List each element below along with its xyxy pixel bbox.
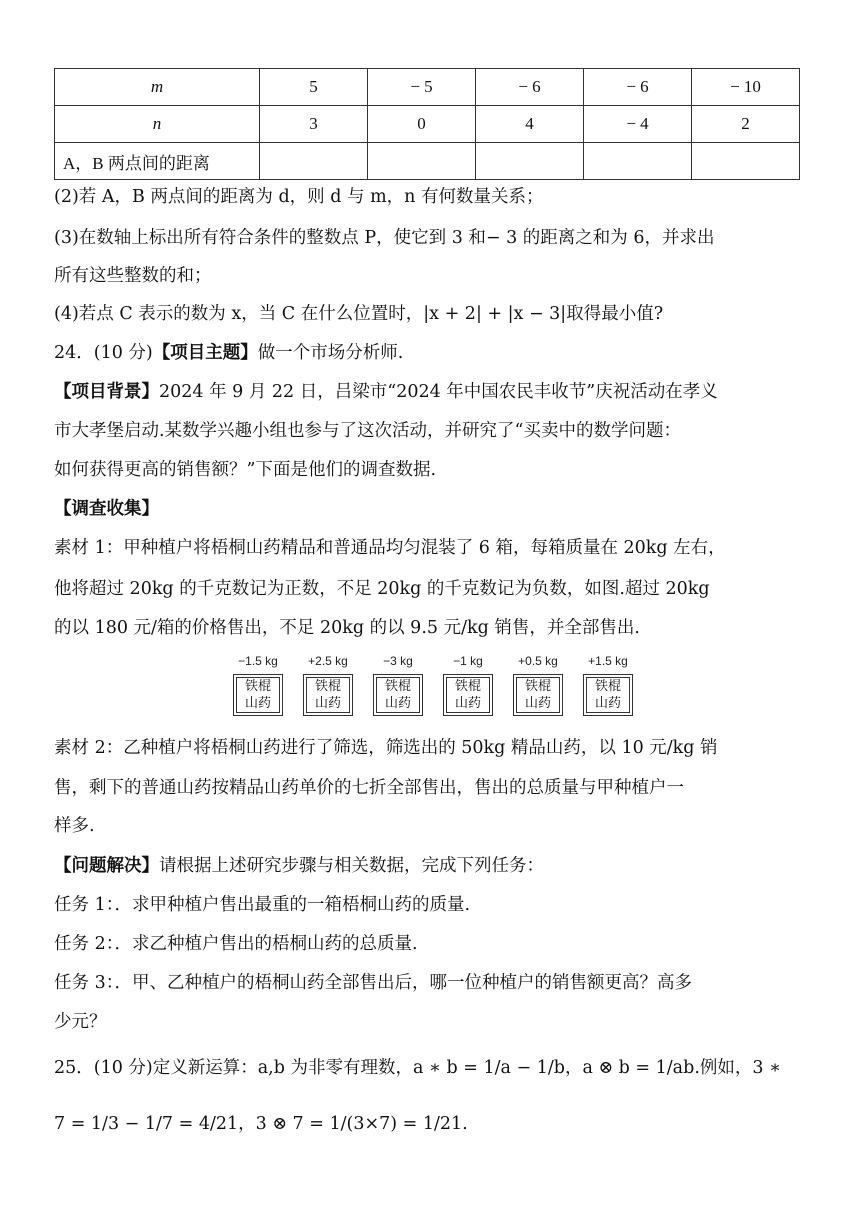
task-1: 任务 1：．求甲种植户售出最重的一箱梧桐山药的质量. [54,895,471,915]
table-cell: − 6 [476,69,584,106]
box-label: 铁棍 [454,679,481,694]
table-row [55,143,800,180]
background-text: 2024 年 9 月 22 日，吕梁市“2024 年中国农民丰收节”庆祝活动在孝义 [159,382,718,402]
table-cell [476,143,584,180]
box-card [303,674,353,716]
table-cell [692,143,800,180]
project-theme-label: 【项目主题】 [152,343,258,363]
box-label: 山药 [594,696,621,711]
table-cell: 3 [260,106,368,143]
table-row-label: n [55,106,260,143]
task-3-line2: 少元？ [54,1012,107,1032]
question-3-line1: (3)在数轴上标出所有符合条件的整数点 P，使它到 3 和− 3 的距离之和为 6，并求出 [54,228,715,248]
solve-heading [54,854,544,878]
table-row [55,69,800,106]
question-25-line1: 25．(10 分)定义新运算：a,b 为非零有理数，a ∗ b = 1/a − 1/b，a ⊗ b = 1/ab.例如，3 ∗ [54,1058,781,1078]
table-cell: 5 [260,69,368,106]
table-row-label: m [55,69,260,106]
box-label: 铁棍 [384,679,411,694]
table-row [55,106,800,143]
box-label: 铁棍 [314,679,341,694]
project-theme-text: 做一个市场分析师. [257,343,404,363]
box-item [440,652,496,716]
box-item [300,652,356,716]
question-25-line2: 7 = 1/3 − 1/7 = 4/21，3 ⊗ 7 = 1/(3×7) = 1/21. [54,1114,468,1134]
question-4: (4)若点 C 表示的数为 x，当 C 在什么位置时，|x + 2| + |x − 3|取得最小值? [54,304,664,324]
table-cell: − 5 [368,69,476,106]
box-weight: −3 kg [383,654,413,668]
table-cell: − 6 [584,69,692,106]
solve-label: 【问题解决】 [54,856,159,876]
background-line1 [54,380,718,404]
distance-table [54,68,800,180]
background-line3: 如何获得更高的销售额？”下面是他们的调查数据. [54,460,437,480]
question-24-heading [54,341,403,365]
table-cell [368,143,476,180]
material-1-line3: 的以 180 元/箱的价格售出，不足 20kg 的以 9.5 元/kg 销售，并全部售出. [54,618,640,638]
box-label: 山药 [314,696,341,711]
table-cell: − 10 [692,69,800,106]
material-2-line2: 售，剩下的普通山药按精品山药单价的七折全部售出，售出的总质量与甲种植户一 [54,778,684,798]
task-2: 任务 2：．求乙种植户售出的梧桐山药的总质量. [54,934,418,954]
box-card [513,674,563,716]
box-label: 铁棍 [524,679,551,694]
box-weight: −1 kg [453,654,483,668]
box-item [580,652,636,716]
box-figure [230,652,640,722]
box-label: 山药 [384,696,411,711]
material-2-line3: 样多. [54,816,95,836]
box-label: 铁棍 [244,679,271,694]
box-weight: +1.5 kg [588,654,628,668]
question-2: (2)若 A，B 两点间的距离为 d，则 d 与 m，n 有何数量关系； [54,187,544,207]
table-cell [584,143,692,180]
box-weight: −1.5 kg [238,654,278,668]
table-cell: 4 [476,106,584,143]
box-card [443,674,493,716]
box-item [510,652,566,716]
box-weight: +2.5 kg [308,654,348,668]
box-card [583,674,633,716]
survey-heading: 【调查收集】 [54,499,159,519]
table-cell: − 4 [584,106,692,143]
material-2-line1: 素材 2：乙种植户将梧桐山药进行了筛选，筛选出的 50kg 精品山药，以 10 元/kg 销 [54,738,718,758]
box-label: 铁棍 [594,679,621,694]
table-cell: 0 [368,106,476,143]
table-cell: 2 [692,106,800,143]
box-item [230,652,286,716]
box-weight: +0.5 kg [518,654,558,668]
box-label: 山药 [244,696,271,711]
table-row-label: A，B 两点间的距离 [55,143,260,180]
box-item [370,652,426,716]
box-card [233,674,283,716]
table-cell [260,143,368,180]
box-card [373,674,423,716]
box-label: 山药 [454,696,481,711]
task-3-line1: 任务 3：．甲、乙种植户的梧桐山药全部售出后，哪一位种植户的销售额更高？高多 [54,973,692,993]
question-3-line2: 所有这些整数的和； [54,266,212,286]
box-label: 山药 [524,696,551,711]
material-1-line2: 他将超过 20kg 的千克数记为正数，不足 20kg 的千克数记为负数，如图.超过 20kg [54,579,710,599]
question-number: 24．(10 分) [54,343,153,363]
background-line2: 市大孝堡启动.某数学兴趣小组也参与了这次活动，并研究了“买卖中的数学问题： [54,421,682,441]
material-1-line1: 素材 1：甲种植户将梧桐山药精品和普通品均匀混装了 6 箱，每箱质量在 20kg 左右， [54,538,726,558]
background-label: 【项目背景】 [54,382,159,402]
solve-text: 请根据上述研究步骤与相关数据，完成下列任务： [159,856,544,876]
